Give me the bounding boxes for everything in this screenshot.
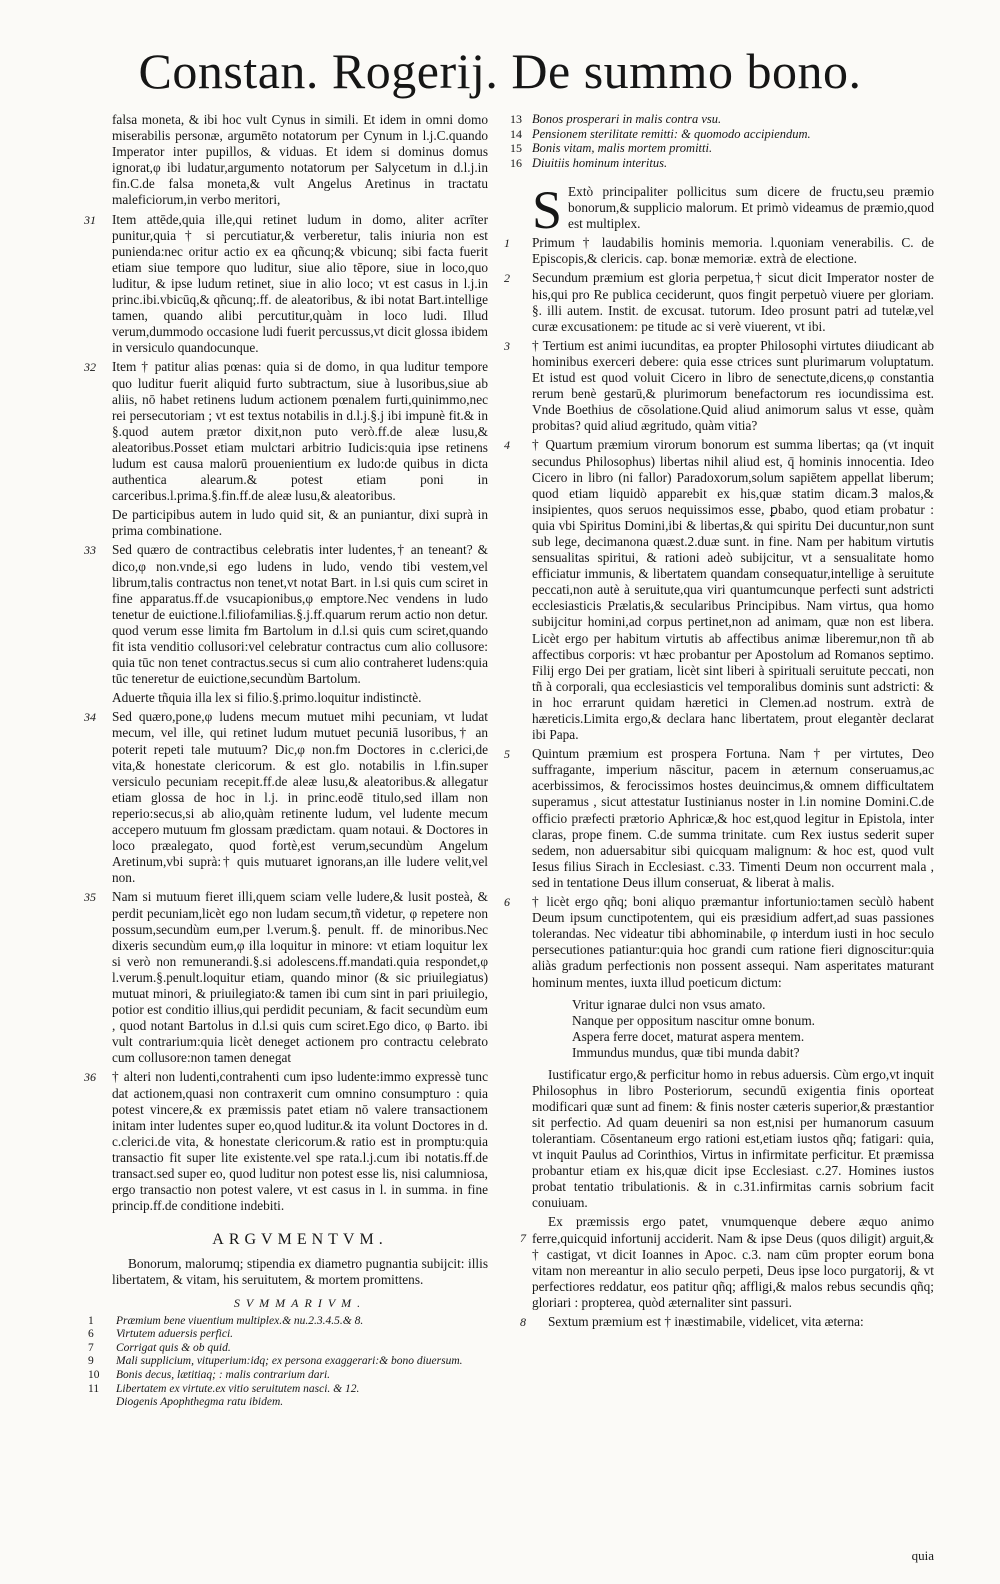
margin-number: 33 [84,543,96,558]
margin-number: 5 [504,747,510,762]
verse [572,997,934,1061]
paragraph: Ex præmissis ergo patet, vnumquenque debere æquo animo ferre,quicquid infortunij acciderit. Nam & ipse Deus (quos diligit) arguit,& † castigat, vt dicit Ioannes in Apoc. c.3. nam cūm propter eorum bona vitam non mereantur in alio seculo perpeti, Deus ipse loco purgatorij, & vt perfectiores reddatur, eos patitur qñq; affligi,& malos rebus secundis qñq; gloriari : propterea, quòd æternaliter sint passuri. 7 [532,1214,934,1311]
verse-line: Immundus mundus, quæ tibi munda dabit? [572,1044,800,1060]
summary-item: 9 Mali supplicium, vituperium:idq; ex persona exaggerari:& bono diuersum. [88,1355,463,1368]
margin-number: 35 [84,890,96,905]
paragraph: S Extò principaliter pollicitus sum dicere de fructu,seu præmio bonorum,& supplicio malorum. Et primò videamus de præmio,quod est multiplex. [532,180,934,240]
margin-number: 6 [504,895,510,910]
page-title: Constan. Rogerij. De summo bono. [138,43,862,99]
summary-continued [510,112,934,170]
margin-number: 34 [84,710,96,725]
margin-number: 4 [504,438,510,453]
catchword: quia [911,1548,934,1563]
paragraph: falsa moneta, & ibi hoc vult Cynus in simili. Et idem in omni domo miserabilis personæ, argumēto notatorum per Cynum in l.j.C.quando Imperator inter pupillos, & viduas. Et idem si dominus domus ignorat,φ ibi ludatur,argumento notatorum per Salycetum in d.l.j.in fin.C.de falsa moneta,& vult Angelus Aretinus in tractatu maleficiorum,in verbo meritori, [112,112,488,208]
left-column [84,112,488,1410]
summary-item: 14 Pensionem sterilitate remitti: & quomodo accipiendum. [510,126,811,141]
margin-number: 7 [520,1231,526,1246]
margin-number: 3 [504,338,510,353]
summary-item: 16 Diuitiis hominum interitus. [510,155,668,170]
paragraph: 3 † Tertium est animi iucunditas, ea propter Philosophi virtutes diiudicant ab hominibus exerceri debere: quia esse ctrices sunt plurimarum voluptatum. Et istud est quod voluit Cicero in libro de senectute,dicens,φ constantia rerum benè gestarū,& plurimorum benefactorum res iocundissima est. Vnde Boethius de cōsolatione.Quid aliud animorum salus vt esse, quàm probitas? quid aliud ægritudo, quàm vitia? [504,337,934,434]
paragraph: 8 Sextum præmium est † inæstimabile, videlicet, vita æterna: [532,1314,934,1330]
paragraph: 6 † licèt ergo qñq; boni aliquo præmantur infortunio:tamen secùlò habent Deum ipsum cunctipotentem, qui eis præsidium adfert,ad suas passiones tolerandas. Nec videatur tibi abhominabile, φ interdum iusti in hoc seculo persecutiones patiantur:quia hoc grandi cum ratione fieri dignoscitur:quia aliàs gradum perfectionis non possent assequi. Nam asperitates maturant hominum mentes, iuxta illud poeticum dictum: [504,894,934,990]
summary-list [88,1314,488,1410]
summary-item: 7 Corrigat quis & ob quid. [88,1341,231,1354]
verse-line: Aspera ferre docet, maturat aspera mentem. [572,1028,805,1044]
paragraph: 33 Sed quæro de contractibus celebratis inter ludentes,† an teneant? & dico,φ non.vnde,si ego ludens in ludo, vendo tibi vestem,vel librum,talis contractus non tenet,vt notat Bart. in l.si quis cum sciret in fine apparatus.ff.de vsucapionibus,φ emptore.Nec vendens in ludo tenetur de euictione.l.filiofamilias.§.j.ff.quarum rerum actio non detur. quod verum esse limita fm Bartolum in d.l.si quis cum sciret,quando fit ista venditio collusori:vel celebratur contractus cum alio collusore: quia tūc non tenet contractus.secus si cum alio contraheret ludens:quia tūc teneretur de euictione,secundùm Bartolum. [84,542,488,687]
summary-item: 13 Bonos prosperari in malis contra vsu. [510,112,722,126]
margin-number: 32 [84,360,96,375]
paragraph: 31 Item attēde,quia ille,qui retinet ludum in domo, aliter acrīter punitur,quia † si percutiatur,& verberetur, talis iniuria non est punienda:nec oritur actio ex ea qñcunq;& vbicunq; sibi facta fuerit etiam siue tempore quo luditur, siue alio tēpore, siue in loco,quo luditur, & ipse ludum retinet, siue in alio loco; vt est casus in l.j.in princ.ibi.vbicūq,& qñcunq;.ff. de aleatoribus, & ibi notat Bart.intellige tamen, quando alibi percutitur,quàm in loco ludi. Illud verum,dummodo occasione ludi fuerit percussus,vt dicit glossa ibidem in versiculo quandocunque. [84,211,488,356]
margin-number: 1 [504,236,510,251]
margin-number: 36 [84,1070,96,1085]
summary-item: 6 Virtutem aduersis perfici. [88,1328,234,1341]
summary-item: 11 Libertatem ex virtute.ex vitio seruitutem nasci. & 12. [88,1382,360,1395]
summary-title: SVMMARIVM. [233,1295,367,1310]
paragraph: 36 † alteri non ludenti,contrahenti cum ipso ludente:immo expressè tunc dat actionem,quasi non contraxerit cum omnino consumpturo : quia potest vincere,& ex præmissis patet etiam nō valere transactionem initam inter ludentes super eo,quod luditur.& ita volunt Doctores in d. c.clerici.de vita, & honestate clericorum.& ratio est in promptu:quia transactio fit super lite existente.vel spe rata.l.j.cum ibi notatis.ff.de transact.sed super eo, quod luditur non potest esse lis, nisi calumniosa, ergo transactio non potest valere, vt est casus in l. in summa. in fine princip.ff.de conditione indebiti. [84,1069,488,1214]
paragraph: De participibus autem in ludo quid sit, & an puniantur, dixi suprà in prima combinatione. [112,507,488,539]
margin-number: 8 [520,1315,526,1329]
summary-item: Diogenis Apophthegma ratu ibidem. [116,1396,284,1409]
paragraph: 4 † Quartum præmium virorum bonorum est summa libertas; qa (vt inquit secundus Philosophus) libertas nihil aliud est, q̄ hominis innocentia. Ideo Cicero in libro (ni fallor) Paradoxorum,solum sapiētem appellat liberum; quod etiam liquidò apparebit ex his,quæ statim dicam.Ꝫ malos,& insipientes, quos seruos nequissimos esse, ꝑbabo, quod etiam probatur : quia vbi Spiritus Domini,ibi & libertas,& qui spiritu Dei ducuntur,non sunt sub lege, decimanona quæst.2.duæ sunt. in fine. Nam per habitum virtutis sensualitas spiritui, & rationi adeò subijcitur, vt a sensualitate homo efficiatur immunis, & libertatem quandam consequatur,intellige à seruitute peccati,non autè à seruitute,qua viri quantumcunque perfecti sunt adstricti ecclesiasticis Prælatis,& secularibus Principibus. Nam virtus, qua homo subijcitur homini,ad corpus pertinet,non ad animam, quæ non est libera. Licèt ergo per habitum virtutis ab affectibus animæ liberemur,non tñ ab affectibus corporis: vt hæc probantur per Apostolum ad Romanos septimo. Filij ergo Dei per gratiam, licèt sint liberi à spirituali seruitute peccati, non tñ à corporali, qua ecclesiasticis vel temporalibus dominis sunt adstricti: & in hoc errarunt quidam hæretici in Clemen.ad nostrum. extrà de hæreticis.Limita ergo,& declara hanc libertatem, prout elegantèr declarat ibi Papa. [504,437,934,743]
paragraph: Iustificatur ergo,& perficitur homo in rebus aduersis. Cùm ergo,vt inquit Philosophus in libro Posteriorum, secundū exigentia finis oporteat modificari quæ sunt ad finem: & finis noster cæteris superior,& præstantior sit perfectio. Ad quam deueniri sa non est,nisi per humanorum casuum tolerantiam. Cōsentaneum ergo rationi est,etiam iustos qñq; fatigari: quia, vt inquit Paulus ad Corinthios, Virtus in infirmitate perficitur. Et præmissa probantur etiam ex his,quæ dicit ipse Ecclesiast. c.27. Homines iustos probat tentatio tribulationis. & in c.31.infirmitas carnis sobrium facit conuiuam. [532,1066,934,1211]
paragraph: 1 Primum † laudabilis hominis memoria. l.quoniam venerabilis. C. de Episcopis,& clericis. cap. bonæ memoriæ. extrà de electione. [504,235,934,267]
margin-number: 31 [84,212,96,227]
paragraph: 34 Sed quæro,pone,φ ludens mecum mutuet mihi pecuniam, vt ludat mecum, vel ille, qui retinet ludum mutuet pecuniā lusoribus,† an poterit repeti tale mutuum? Dic,φ non.fm Doctores in c.clerici,de vita,& honestate clericorum. & est glo. notabilis in l.fin.super versiculo pecuniam recepit.ff.de aleæ lusu,& aleatoribus.& allegatur etiam glossa de hoc in l.j. in princ.eodē titulo,sed illam non reperio:secus,si ab alio,quàm retinente ludum, vel ludente mecum accepero mutuum fm glossam prædictam. quam notaui. & Doctores in loco præalegato, quod fortè,est verum,secundùm Angelum Aretinum,vbi suprà:† quis mutuaret ignorans,an ille ludere velit,vel non. [84,709,488,886]
right-column [504,112,934,1333]
margin-number: 2 [504,271,510,286]
argument-text: Bonorum, malorumq; stipendia ex diametro pugnantia subijcit: illis libertatem, & vitam, his seruitutem, & mortem promittens. [112,1256,488,1288]
verse-line: Nanque per oppositum nascitur omne bonum. [572,1012,815,1028]
argument-title: ARGVMENTVM. [212,1231,388,1249]
verse-line: Vritur ignarae dulci non vsus amato. [572,996,766,1012]
summary-item: 10 Bonis decus, lætitiaq; : malis contrarium dari. [88,1369,331,1382]
paragraph: Aduerte tñquia illa lex si filio.§.primo.loquitur indistinctè. [112,690,422,706]
drop-cap: S [532,180,563,240]
summary-item: 1 Præmium bene viuentium multiplex.& nu.2.3.4.5.& 8. [88,1314,364,1327]
paragraph: 32 Item † patitur alias pœnas: quia si de domo, in qua luditur tempore quo luditur fuerit aliquid furto subtractum, siue à lusoribus,siue ab aliis, nō habet retinens ludum actionem pœnalem furti,quinimmo,nec rei persecutoriam ; vt est textus notabilis in d.l.j.§.j ibi impunè fit.& in §.quod autem prætor dixit,non puto verò.ff.de aleæ lusu,& aleatoribus.Posset etiam mulctari arbitrio Iudicis:quia ipse retinens ludum est causa malorū prouenientium ex ludo:de quibus in dicta authentica alearum.& potest etiam poni in carceribus.l.prima.§.fin.ff.de aleæ lusu,& aleatoribus. [84,359,488,504]
paragraph: 2 Secundum præmium est gloria perpetua,† sicut dicit Imperator noster de his,qui pro Re publica ceciderunt, quos fingit perpetuò viuere per gloriam. §. illi autem. Instit. de excusat. tutorum. Ideo prosunt patri ad tutelæ,vel curæ excusationem: pe titude ac si verè viuerent, vt ibi. [504,270,934,334]
paragraph: 35 Nam si mutuum fieret illi,quem sciam velle ludere,& lusit posteà, & perdit pecuniam,licèt ego non ludam secum,tñ videtur, φ repetere non possum,secundùm eum,per l.verum.§. penult. ff. de minoribus.Nec dixeris secundùm eum,φ illa loquitur in minore: vt etiam loquitur lex si verò non remunerandi.§.si adolescens.ff.mandati.quia respondet,φ l.verum.§.penult.loquitur etiam, quando minor (& sic priuilegiatus) mutuat minori, & priuilegiato:& tamen ibi cum sint in pari priuilegio, potior est conditio illius,qui perdidit pecuniam, & facit secundùm eum , quod notant Bartolus in d.l.si quis cum sciret.Ego dico, φ Barto. ibi vult contrarium:quia licèt deneget actionem pro contractu celebrato cum collusore:non tamen denegat [84,889,488,1066]
paragraph: 5 Quintum præmium est prospera Fortuna. Nam † per virtutes, Deo suffragante, imperium nāscitur, pacem in æternum conseruamus,ac acerbissimos, & ferocissimos hostes deuincimus,& omnem difficultatem superamus , sicut attestatur Iustinianus noster in l.in nomine Domini.C.de officio præfecti prætorio Aphricæ,& hoc est,quod legitur in Epistola, inter claras, prope finem. C.de summa trinitate. cum Rex iustus sederit super sedem, non aduersabitur sibi quicquam malignum: & hoc est, quod vult Iesus filius Sirach in Ecclesiast. c.33. Timenti Deum non occurrent mala , sed in tentatione Deus illum conseruat, & liberat à malis. [504,746,934,890]
summary-item: 15 Bonis vitam, malis mortem promitti. [510,141,713,155]
